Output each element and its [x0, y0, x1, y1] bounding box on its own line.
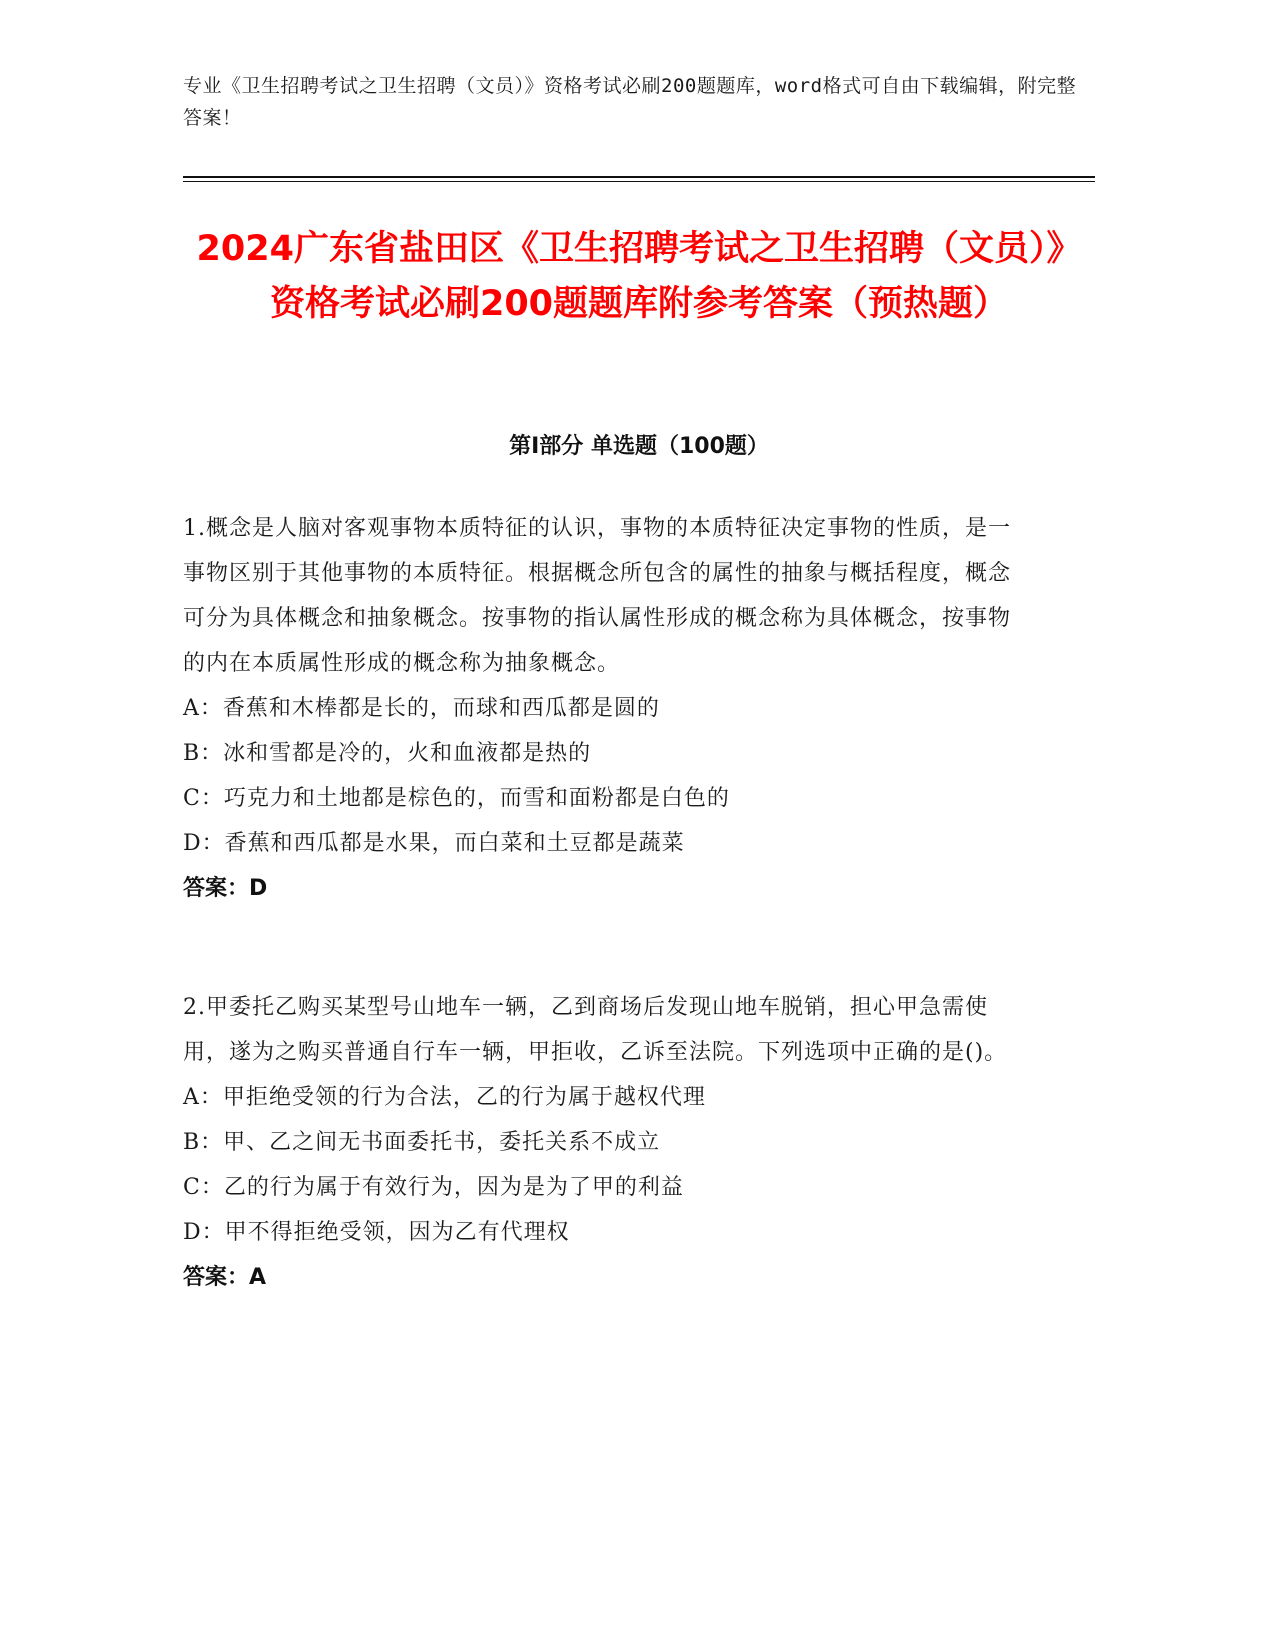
document-title: 2024广东省盐田区《卫生招聘考试之卫生招聘（文员）》资格考试必刷200题题库附参考答案（预热题）	[196, 229, 1082, 324]
option-d: D：甲不得拒绝受领，因为乙有代理权	[183, 1220, 570, 1245]
question-stem: 2.甲委托乙购买某型号山地车一辆，乙到商场后发现山地车脱销，担心甲急需使用，遂为之购买普通自行车一辆，甲拒收，乙诉至法院。下列选项中正确的是()。	[183, 995, 1008, 1065]
option-c: C：巧克力和土地都是棕色的，而雪和面粉都是白色的	[183, 786, 730, 811]
option-b: B：冰和雪都是冷的，火和血液都是热的	[183, 741, 592, 766]
question-block	[183, 985, 1023, 1300]
answer: 答案：D	[183, 876, 268, 901]
answer: 答案：A	[183, 1265, 267, 1290]
header-note: 专业《卫生招聘考试之卫生招聘（文员）》资格考试必刷200题题库，word格式可自由下载编辑，附完整答案！	[183, 75, 1077, 129]
header-divider-thin	[183, 181, 1095, 182]
option-c: C：乙的行为属于有效行为，因为是为了甲的利益	[183, 1175, 684, 1200]
question-stem: 1.概念是人脑对客观事物本质特征的认识，事物的本质特征决定事物的性质，是一事物区别于其他事物的本质特征。根据概念所包含的属性的抽象与概括程度，概念可分为具体概念和抽象概念。按事物的指认属性形成的概念称为具体概念，按事物的内在本质属性形成的概念称为抽象概念。	[183, 516, 1012, 676]
header-divider-thick	[183, 176, 1095, 178]
section-title: 第I部分 单选题（100题）	[509, 434, 769, 459]
option-a: A：甲拒绝受领的行为合法，乙的行为属于越权代理	[183, 1085, 706, 1110]
option-b: B：甲、乙之间无书面委托书，委托关系不成立	[183, 1130, 661, 1155]
option-d: D：香蕉和西瓜都是水果，而白菜和土豆都是蔬菜	[183, 831, 685, 856]
question-block	[183, 506, 1023, 911]
option-a: A：香蕉和木棒都是长的，而球和西瓜都是圆的	[183, 696, 660, 721]
